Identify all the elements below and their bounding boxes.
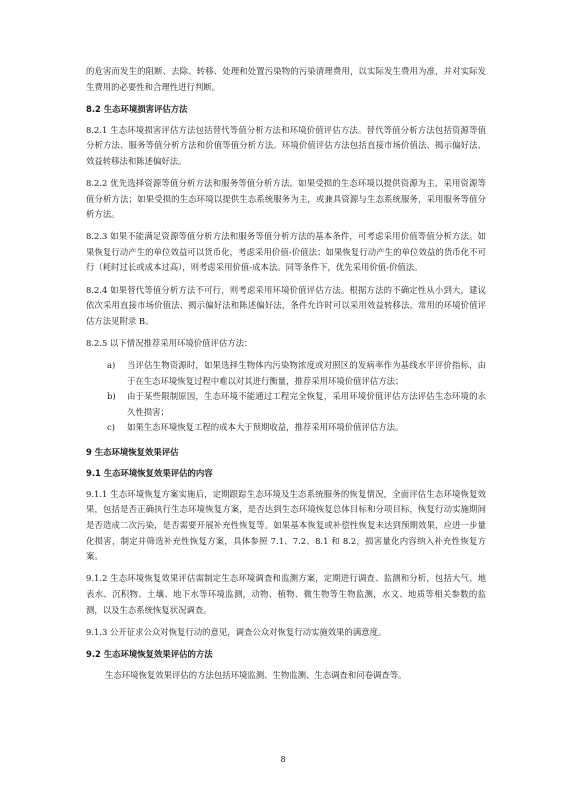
list-item <box>86 389 486 420</box>
intro-paragraph: 的危害而发生的阻断、去除、转移、处理和处置污染物的污染清理费用，以实际发生费用为准，并对实际发生费用的必要性和合理性进行判断。 <box>86 66 486 92</box>
clause-8-2-2: 8.2.2 优先选择资源等值分析方法和服务等值分析方法。如果受损的生态环境以提供资源为主，采用资源等值分析方法；如果受损的生态环境以提供生态系统服务为主，或兼具资源与生态系统服务，采用服务等值分析方法。 <box>86 177 486 220</box>
clause-8-2-5: 8.2.5 以下情况推荐采用环境价值评估方法： <box>86 337 253 348</box>
clause-8-2-4: 8.2.4 如果替代等值分析方法不可行，则考虑采用环境价值评估方法。根据方法的不确定性从小到大，建议依次采用直接市场价值法、揭示偏好法和陈述偏好法，条件允许时可以采用效益转移法。常用的环境价值评估方法见附录 B。 <box>86 284 486 326</box>
list-item-text: 当评估生物资源时，如果选择生物体内污染物浓度或对照区的发病率作为基线水平评价指标，由于在生态环境恢复过程中难以对其进行衡量，推荐采用环境价值评估方法； <box>127 359 486 386</box>
clause-8-2-3: 8.2.3 如果不能满足资源等值分析方法和服务等值分析方法的基本条件，可考虑采用价值等值分析方法。如果恢复行动产生的单位效益可以货币化，考虑采用价值-价值法；如果恢复行动产生的单位效益的货币化不可行（耗时过长或成本过高），则考虑采用价值-成本法。同等条件下，优先采用价值-价值法。 <box>86 231 486 273</box>
section-heading-9-1: 9.1 生态环境恢复效果评估的内容 <box>86 467 213 478</box>
list-marker: c) <box>107 422 115 433</box>
clause-9-1-1: 9.1.1 生态环境恢复方案实施后，定期跟踪生态环境及生态系统服务的恢复情况，全面评估生态环境恢复效果，包括是否正确执行生态环境恢复方案，是否达到生态环境恢复总体目标和分项目标，恢复行动实施期间是否造成二次污染，是否需要开展补充性恢复等。如果基本恢复或补偿性恢复未达到预期效果，应进一步量化损害，制定并筛选补充性恢复方案，具体参照 7.1、7.2、8.1 和 8.2，损害量化内容纳入补充性恢复方案。 <box>86 488 486 562</box>
recommendation-list <box>86 358 486 436</box>
page-number: 8 <box>280 755 286 764</box>
clause-8-2-1: 8.2.1 生态环境损害评估方法包括替代等值分析方法和环境价值评估方法。替代等值分析方法包括资源等值分析方法、服务等值分析方法和价值等值分析方法。环境价值评估方法包括直接市场价值法、揭示偏好法、效益转移法和陈述偏好法。 <box>86 124 486 166</box>
list-item-text: 如果生态环境恢复工程的成本大于预期收益，推荐采用环境价值评估方法。 <box>127 422 404 433</box>
section-9-2-paragraph: 生态环境恢复效果评估的方法包括环境监测、生物监测、生态调查和问卷调查等。 <box>105 669 407 680</box>
section-heading-9: 9 生态环境恢复效果评估 <box>86 446 179 457</box>
clause-9-1-3: 9.1.3 公开征求公众对恢复行动的意见，调查公众对恢复行动实施效果的满意度。 <box>86 626 387 637</box>
section-heading-9-2: 9.2 生态环境恢复效果评估的方法 <box>86 648 213 659</box>
page-body <box>86 64 486 690</box>
clause-9-1-2: 9.1.2 生态环境恢复效果评估需制定生态环境调查和监测方案，定期进行调查、监测和分析，包括大气、地表水、沉积物、土壤、地下水等环境监测，动物、植物、微生物等生物监测，水文、地质等相关参数的监测，以及生态系统恢复状况调查。 <box>86 573 486 615</box>
list-item <box>86 358 486 389</box>
list-marker: a) <box>107 359 116 370</box>
list-item <box>86 420 486 436</box>
list-item-text: 由于某些限制原因，生态环境不能通过工程完全恢复，采用环境价值评估方法评估生态环境的永久性损害； <box>127 391 486 417</box>
list-marker: b) <box>107 391 116 402</box>
section-heading-8-2: 8.2 生态环境损害评估方法 <box>86 103 188 114</box>
